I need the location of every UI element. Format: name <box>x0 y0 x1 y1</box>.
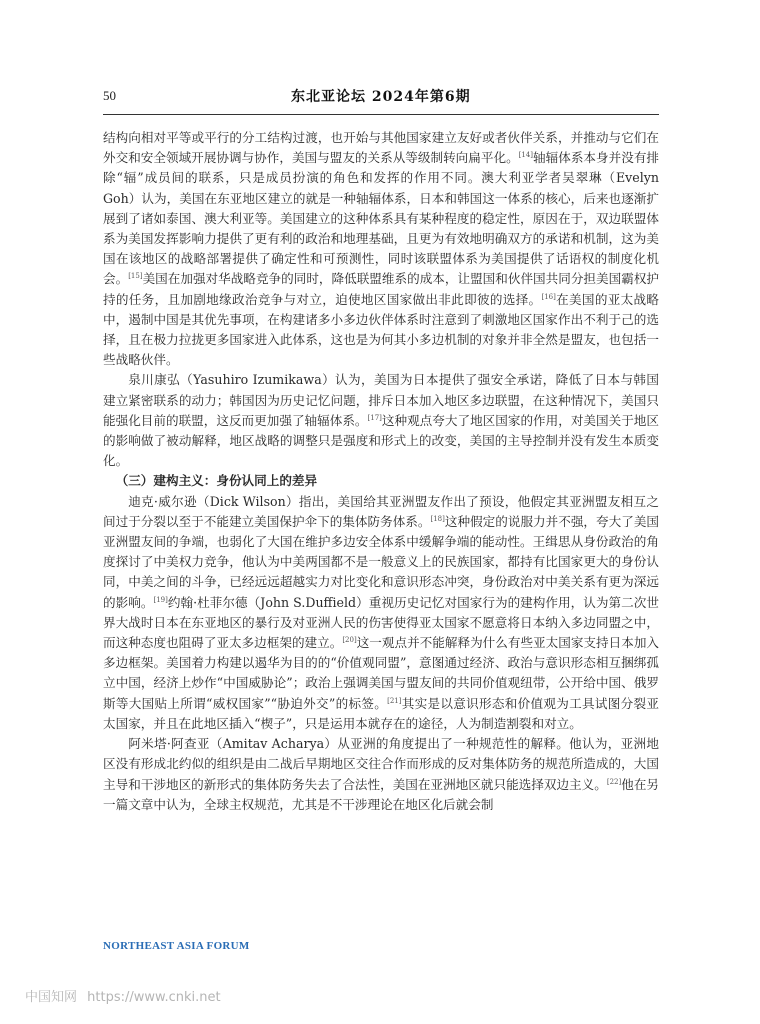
footnote-ref: [19] <box>153 595 168 604</box>
paragraph-text: 结构向相对平等或平行的分工结构过渡，也开始与其他国家建立友好或者伙伴关系，并推动与它们在外交和安全领域开展协调与协作，美国与盟友的关系从等级制转向扁平化。 <box>103 130 659 166</box>
footnote-ref: [15] <box>128 272 143 281</box>
body-paragraph <box>103 734 659 815</box>
paragraph-text: 在美国的亚太战略中，遏制中国是其优先事项，在构建诸多小多边伙伴体系时注意到了刺激地区国家作出不利于己的选择，且在极力拉拢更多国家进入此体系，这也是为何其小多边机制的对象并非全然是盟友，也包括一些战略伙伴。 <box>103 291 660 368</box>
page-header <box>103 86 659 110</box>
paragraph-text: 这一观点并不能解释为什么有些亚太国家支持日本加入多边框架。美国着力构建以遏华为目的的“价值观同盟”，意图通过经济、政治与意识形态相互捆绑孤立中国，经济上炒作“中国威胁论”；政治上强调美国与盟友间的共同价值观纽带，公开给中国、俄罗斯等大国贴上所谓“威权国家”“胁迫外交”的标签。 <box>103 635 660 711</box>
paragraph-text: 其实是以意识形态和价值观为工具试图分裂亚太国家，并且在此地区插入“楔子”，只是运用本就存在的途径，人为制造割裂和对立。 <box>103 695 659 731</box>
footnote-ref: [22] <box>606 777 622 786</box>
watermark-brand: 中国知网 <box>25 990 78 1005</box>
paragraph-text: 轴辐体系本身并没有排除“辐”成员间的联系，只是成员扮演的角色和发挥的作用不同。澳大利亚学者吴翠琳（Evelyn Goh）认为，美国在东亚地区建立的就是一种轴辐体系，日本和韩国这一体系的核心，后来也逐渐扩展到了诸如泰国、澳大利亚等。美国建立的这种体系具有某种程度的稳定性，原因在于，双边联盟体系为美国发挥影响力提供了更有利的政治和地理基础，且更为有效地明确双方的承诺和机制，这为美国在该地区的战略部署提供了确定性和可预测性，同时该联盟体系为美国提供了话语权的制度化机会。 <box>103 150 660 287</box>
footnote-ref: [20] <box>342 635 357 644</box>
cnki-watermark <box>25 986 227 1005</box>
section-heading: （三）建构主义：身份认同上的差异 <box>115 473 318 489</box>
footnote-ref: [18] <box>430 514 445 523</box>
article-body <box>103 128 659 815</box>
paragraph-text: 约翰·杜菲尔德（John S.Duffield）重视历史记忆对国家行为的建构作用，认为第二次世界大战时日本在东亚地区的暴行及对亚洲人民的伤害使得亚太国家不愿意将日本纳入多边同盟之中，而这种态度也阻碍了亚太多边框架的建立。 <box>103 594 659 651</box>
paragraph-text: 美国在加强对华战略竞争的同时，降低联盟维系的成本，让盟国和伙伴国共同分担美国霸权护持的任务，且加剧地缘政治竞争与对立，迫使地区国家做出非此即彼的选择。 <box>103 271 660 307</box>
journal-footer-label: NORTHEAST ASIA FORUM <box>103 940 250 952</box>
journal-title: 东北亚论坛 2024年第6期 <box>291 89 471 105</box>
paragraph-text: 泉川康弘（Yasuhiro Izumikawa）认为，美国为日本提供了强安全承诺，降低了日本与韩国建立紧密联系的动力；韩国因为历史记忆问题，排斥日本加入地区多边联盟，在这种情况下，美国只能强化目前的联盟，这反而更加强了轴辐体系。 <box>103 372 659 428</box>
page-number: 50 <box>103 88 116 103</box>
footnote-ref: [17] <box>367 413 382 422</box>
body-paragraph <box>103 492 659 734</box>
header-divider <box>103 114 659 115</box>
paragraph-text: 他在另一篇文章中认为，全球主权规范，尤其是不干涉理论在地区化后就会制 <box>103 776 660 812</box>
paragraph-text: 这种假定的说服力并不强，夸大了美国亚洲盟友间的争端，也弱化了大国在维护多边安全体系中缓解争端的能动性。王缉思从身份政治的角度探讨了中美权力竞争，他认为中美两国都不是一般意义上的民族国家，都持有比国家更大的身份认同，中美之间的斗争，已经远远超越实力对比变化和意识形态冲突，身份政治对中美关系有更为深远的影响。 <box>103 513 660 610</box>
footnote-ref: [14] <box>518 151 534 160</box>
paragraph-text: 阿米塔·阿查亚（Amitav Acharya）从亚洲的角度提出了一种规范性的解释。他认为，亚洲地区没有形成北约似的组织是由二战后早期地区交往合作而形成的反对集体防务的规范所造成的，大国主导和干涉地区的新形式的集体防务失去了合法性，美国在亚洲地区就只能选择双边主义。 <box>103 736 659 792</box>
body-paragraph <box>103 370 659 471</box>
paragraph-text: 迪克·威尔逊（Dick Wilson）指出，美国给其亚洲盟友作出了预设，他假定其亚洲盟友相互之间过于分裂以至于不能建立美国保护伞下的集体防务体系。 <box>103 493 659 529</box>
watermark-url: https://www.cnki.net <box>87 990 221 1005</box>
paragraph-text: 这种观点夸大了地区国家的作用，对美国关于地区的影响做了被动解释，地区战略的调整只是强度和形式上的改变，美国的主导控制并没有发生本质变化。 <box>103 412 660 469</box>
footnote-ref: [21] <box>387 696 402 705</box>
body-paragraph <box>103 128 659 370</box>
footnote-ref: [16] <box>541 292 556 301</box>
